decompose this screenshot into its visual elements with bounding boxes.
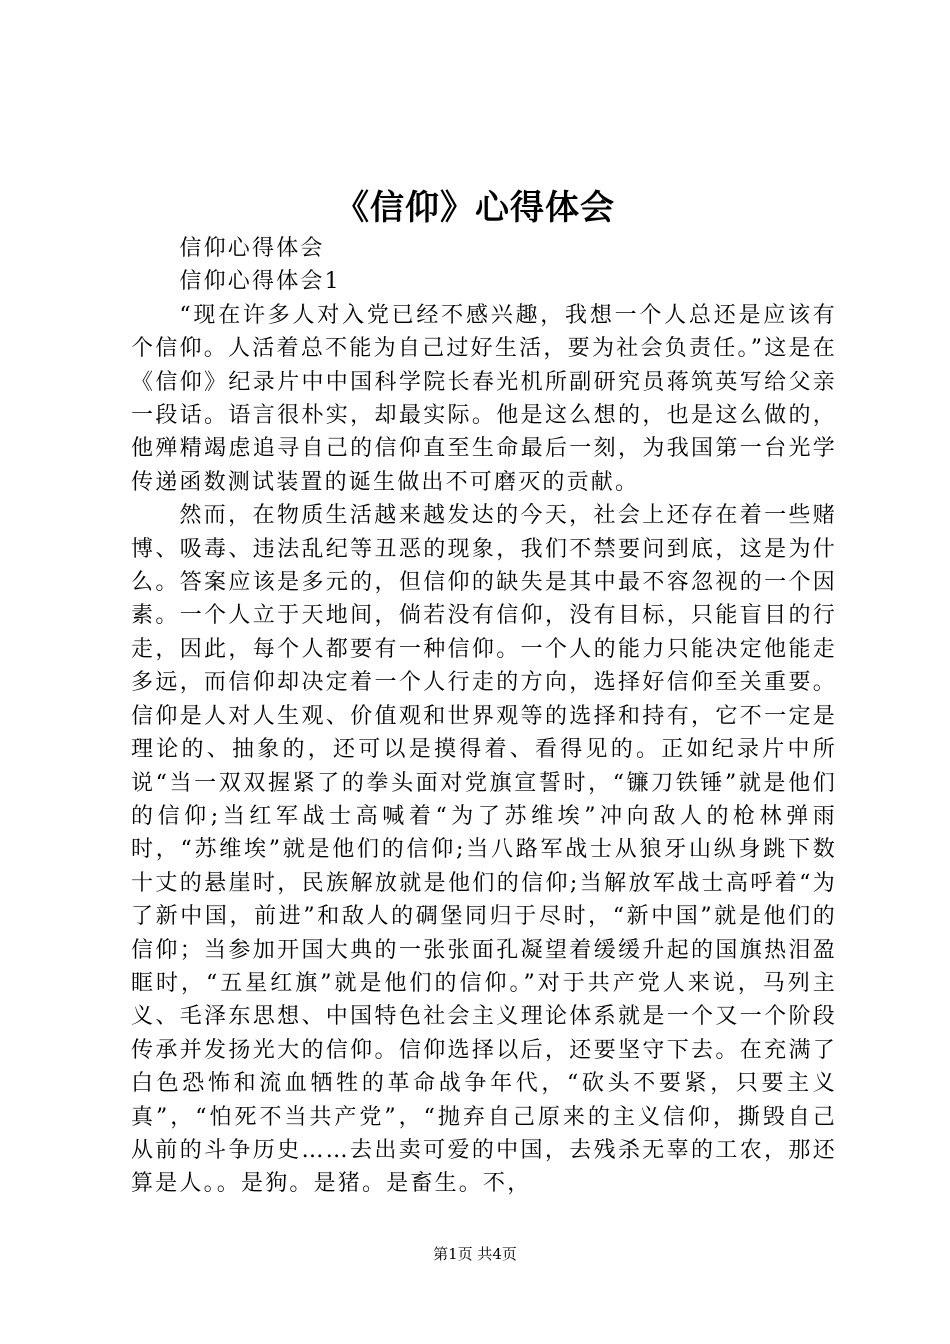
subheading-1: 信仰心得体会 bbox=[179, 236, 325, 261]
page-footer: 第1页 共4页 bbox=[433, 1245, 517, 1263]
document-body bbox=[131, 232, 837, 1201]
document-title: 《信仰》心得体会 bbox=[335, 188, 615, 228]
paragraph-2: 然而，在物质生活越来越发达的今天，社会上还存在着一些赌博、吸毒、违法乱纪等丑恶的现象，我们不禁要问到底，这是为什么。答案应该是多元的，但信仰的缺失是其中最不容忽视的一个因素。一个人立于天地间，倘若没有信仰，没有目标，只能盲目的行走，因此，每个人都要有一种信仰。一个人的能力只能决定他能走多远，而信仰却决定着一个人行走的方向，选择好信仰至关重要。信仰是人对人生观、价值观和世界观等的选择和持有，它不一定是理论的、抽象的，还可以是摸得着、看得见的。正如纪录片中所说“当一双双握紧了的拳头面对党旗宣誓时，“镰刀铁锤”就是他们的信仰;当红军战士高喊着“为了苏维埃”冲向敌人的枪林弹雨时，“苏维埃”就是他们的信仰;当八路军战士从狼牙山纵身跳下数十丈的悬崖时，民族解放就是他们的信仰;当解放军战士高呼着“为了新中国，前进”和敌人的碉堡同归于尽时，“新中国”就是他们的信仰；当参加开国大典的一张张面孔凝望着缓缓升起的国旗热泪盈眶时，“五星红旗”就是他们的信仰。”对于共产党人来说，马列主义、毛泽东思想、中国特色社会主义理论体系就是一个又一个阶段传承并发扬光大的信仰。信仰选择以后，还要坚守下去。在充满了白色恐怖和流血牺牲的革命战争年代，“砍头不要紧，只要主义真”，“怕死不当共产党”，“抛弃自己原来的主义信仰，撕毁自己从前的斗争历史……去出卖可爱的中国，去残杀无辜的工农，那还算是人。。是狗。是猪。是畜生。不， bbox=[131, 503, 837, 1197]
paragraph-1: “现在许多人对入党已经不感兴趣，我想一个人总还是应该有个信仰。人活着总不能为自己过好生活，要为社会负责任。”这是在《信仰》纪录片中中国科学院长春光机所副研究员蒋筑英写给父亲一段话。语言很朴实，却最实际。他是这么想的，也是这么做的，他殚精竭虑追寻自己的信仰直至生命最后一刻，为我国第一台光学传递函数测试装置的诞生做出不可磨灭的贡献。 bbox=[131, 302, 837, 495]
subheading-2: 信仰心得体会1 bbox=[179, 269, 341, 295]
